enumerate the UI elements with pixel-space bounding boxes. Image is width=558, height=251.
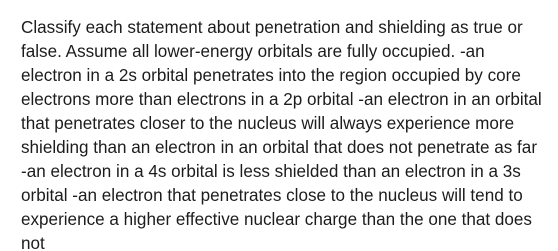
question-text: Classify each statement about penetration and shielding as true or false. Assume all lower-energy orbitals are fully occupied. -an electron in a 2s orbital penetrates into the region occupied by core electrons more than electrons in a 2p orbital -an electron in an orbital that penetrates closer to the nucleus will always experience more shielding than an electron in an orbital that does not penetrate as far -an electron in a 4s orbital is less shielded than an electron in a 3s orbital -an electron that penetrates close to the nucleus will tend to experience a higher effective nuclear charge than the one that does not <box>21 18 542 251</box>
